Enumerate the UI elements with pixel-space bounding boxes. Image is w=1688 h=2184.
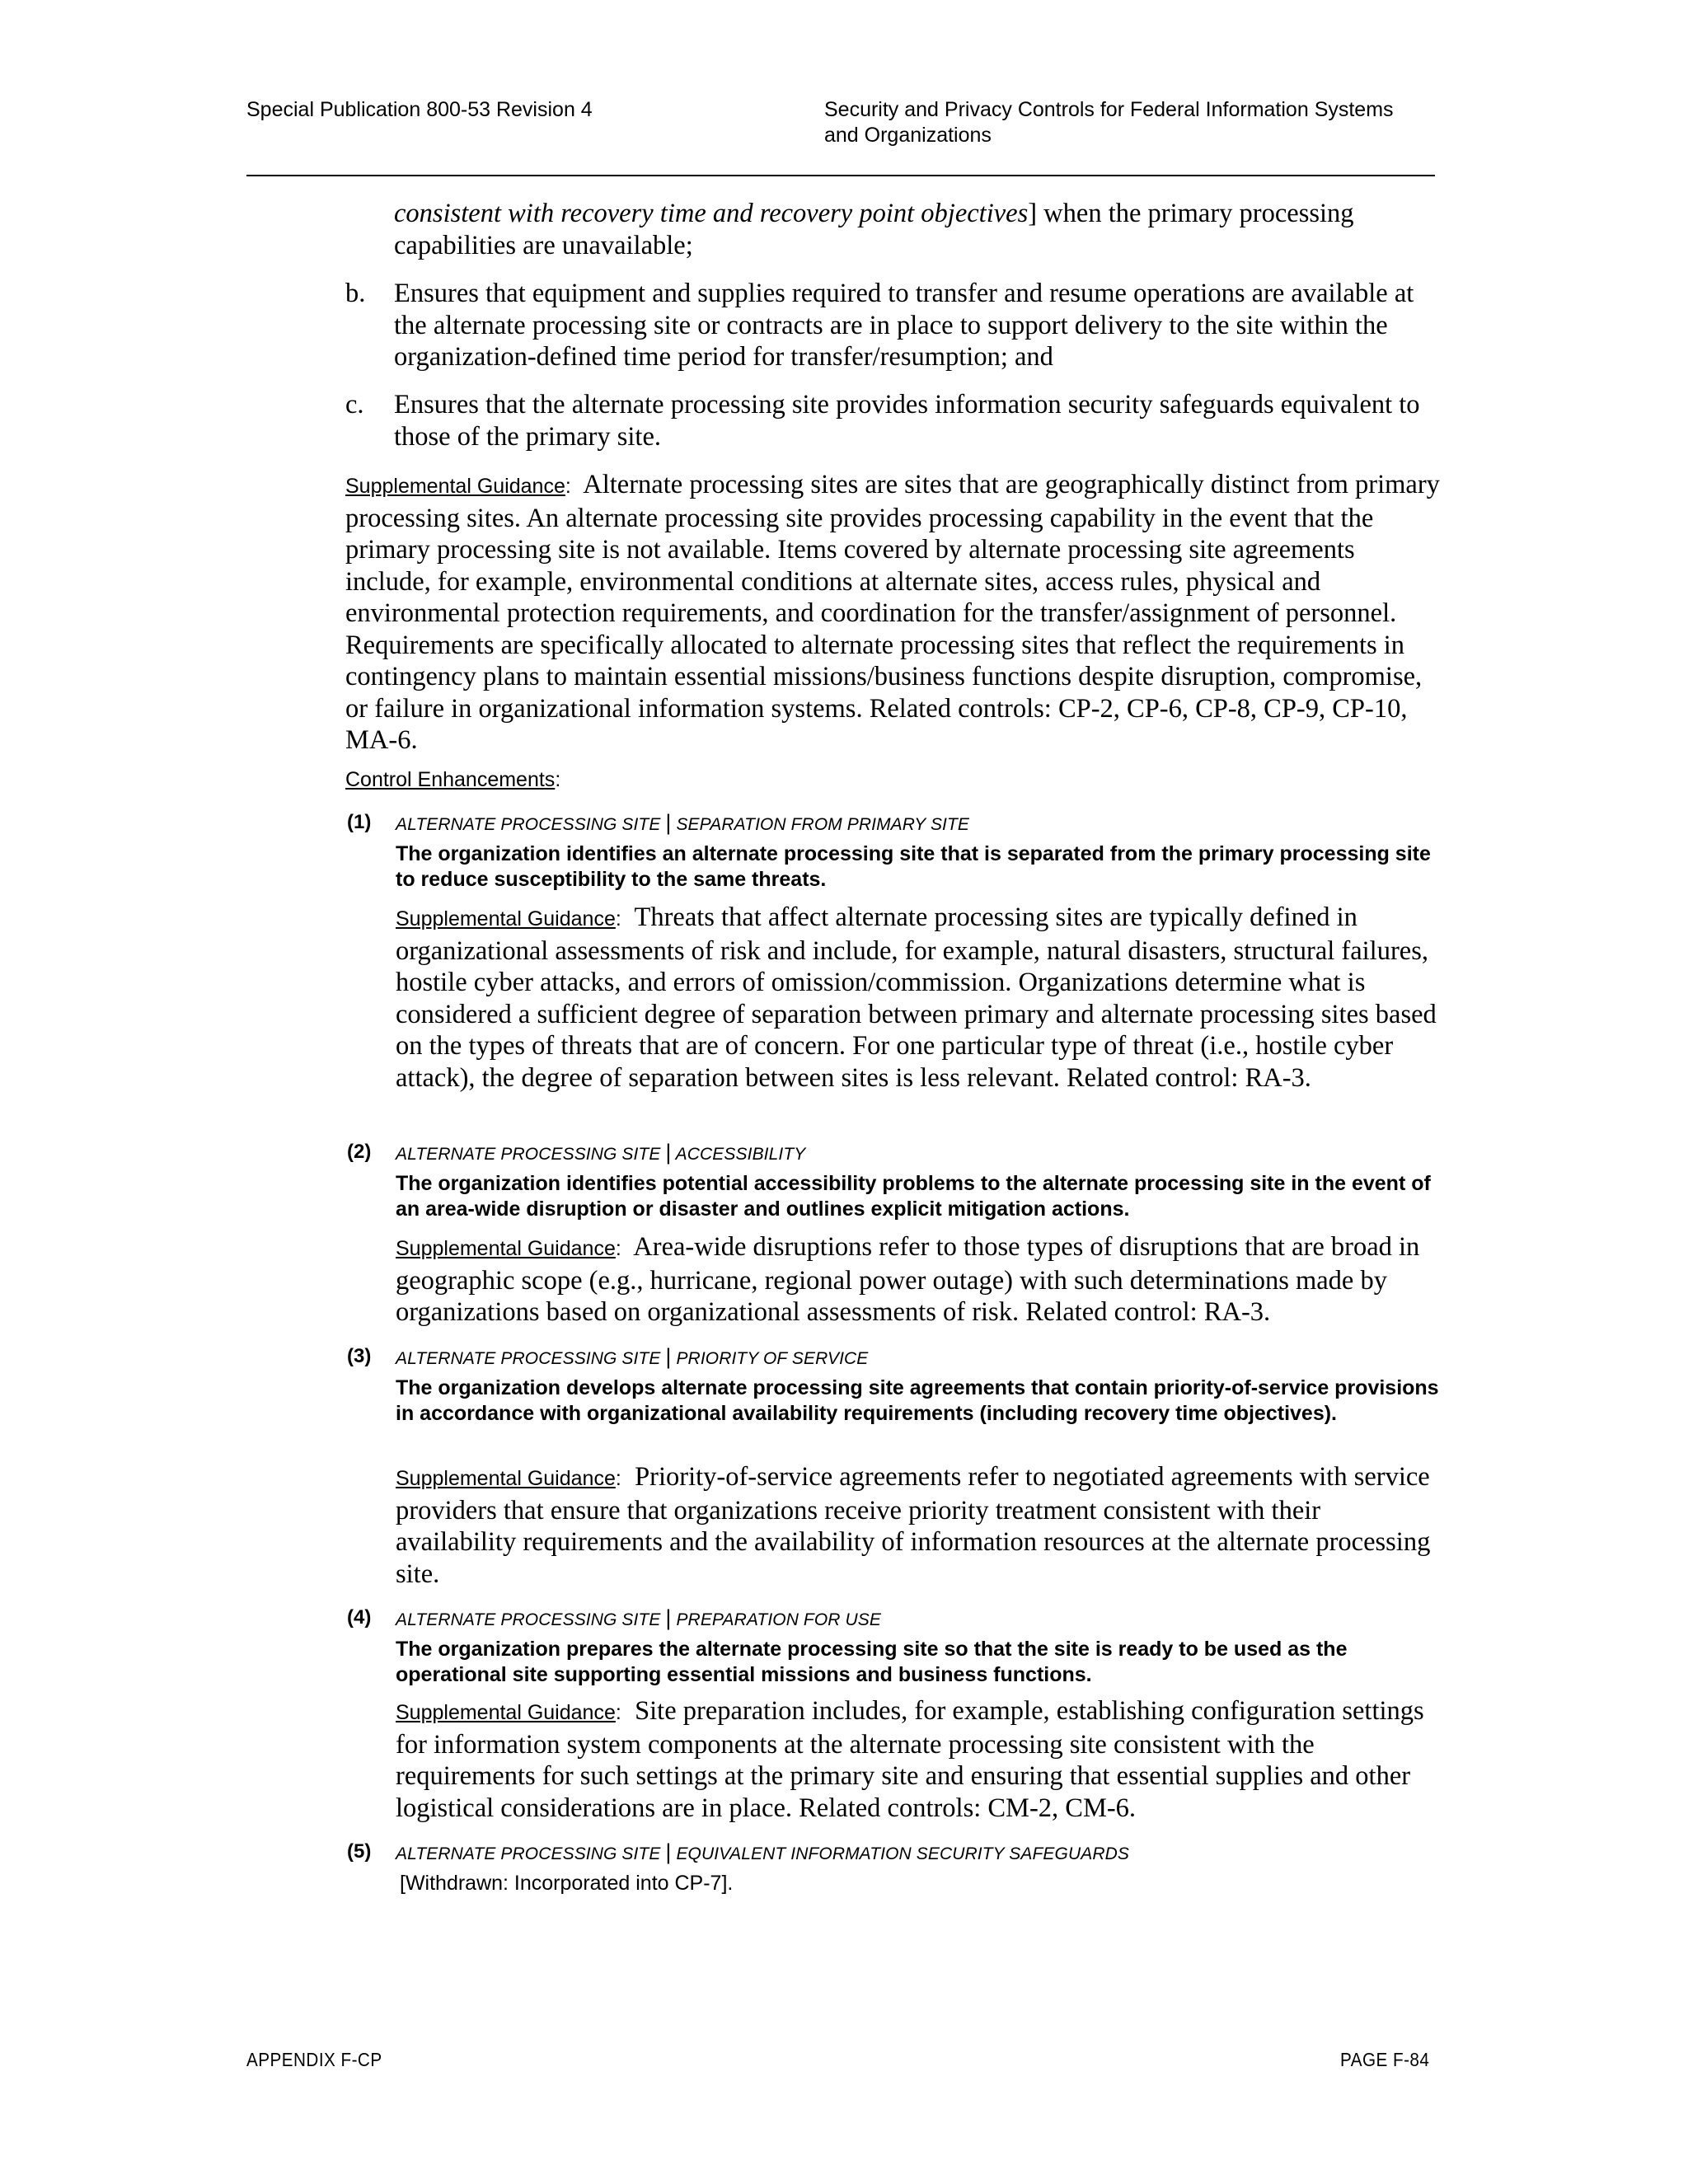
header-divider — [246, 175, 1435, 176]
enhancement-5-heading-separator: | — [665, 1840, 672, 1864]
enhancement-3-guidance-colon: : — [615, 1467, 621, 1490]
enhancement-3-heading — [396, 1344, 868, 1371]
enhancement-4-heading-title: PREPARATION FOR USE — [676, 1610, 881, 1629]
enhancement-2-number: (2) — [347, 1141, 372, 1163]
enhancement-1-heading-separator: | — [665, 810, 672, 835]
enhancement-4-heading — [396, 1605, 881, 1633]
enhancement-4-guidance — [396, 1695, 1442, 1824]
item-a-continuation — [394, 198, 1442, 261]
item-c-text: Ensures that the alternate processing site provides information security safeguards equivalent to those of the primary site. — [394, 390, 1420, 452]
footer-page-number: PAGE F-84 — [1340, 2049, 1430, 2070]
control-enhancements-title — [345, 767, 560, 792]
footer-appendix: APPENDIX F-CP — [246, 2049, 382, 2070]
enhancement-3-statement: The organization develops alternate processing site agreements that contain priority-of-service provisions in accordance with organizational availability requirements (including recovery time objectives). — [396, 1376, 1439, 1425]
italic-parameter: consistent with recovery time and recovery point objectives — [394, 199, 1029, 228]
enhancement-3-heading-separator: | — [665, 1344, 672, 1369]
header-publication: Special Publication 800-53 Revision 4 — [246, 98, 593, 121]
supplemental-guidance — [345, 469, 1444, 757]
item-a-continuation-text: ] when the primary processing capabilities are unavailable; — [394, 199, 1354, 260]
enhancement-2-guidance-colon: : — [615, 1237, 621, 1260]
enhancement-1-heading-control: ALTERNATE PROCESSING SITE — [396, 815, 661, 834]
enhancement-5-number: (5) — [347, 1840, 372, 1863]
enhancement-4-guidance-text: Site preparation includes, for example, establishing configuration settings for information system components at the alternate processing site consistent with the requirements for such settings at the primary site and ensuring that essential supplies and other logistical considerations are in place. Related controls: CM-2, CM-6. — [396, 1696, 1424, 1823]
enhancement-4-heading-control: ALTERNATE PROCESSING SITE — [396, 1610, 661, 1629]
header-title — [824, 97, 1451, 148]
enhancement-3-number: (3) — [347, 1345, 372, 1367]
enhancement-4-statement: The organization prepares the alternate processing site so that the site is ready to be used as the operational site supporting essential missions and business functions. — [396, 1638, 1348, 1686]
supplemental-guidance-text: Alternate processing sites are sites that are geographically distinct from primary processing sites. An alternate processing site provides processing capability in the event that the primary processing site is not available. Items covered by alternate processing site agreements include, for example, environmental conditions at alternate sites, access rules, physical and environmental protection requirements, and coordination for the transfer/assignment of personnel. Requirements are specifically allocated to alternate processing sites that reflect the requirements in contingency plans to maintain essential missions/business functions despite disruption, compromise, or failure in organizational information systems. Related controls: CP-2, CP-6, CP-8, CP-9, CP-10, MA-6. — [345, 470, 1440, 755]
enhancement-1-guidance-colon: : — [615, 907, 621, 930]
enhancement-1-guidance — [396, 902, 1442, 1094]
header-title-line1: Security and Privacy Controls for Federal Information Systems — [824, 98, 1394, 121]
control-enhancements-label: Control Enhancements — [345, 768, 556, 791]
enhancement-1-heading — [396, 810, 969, 837]
enhancement-3-guidance-label: Supplemental Guidance — [396, 1467, 616, 1490]
control-enhancements-colon: : — [555, 768, 561, 791]
enhancement-1-heading-title: SEPARATION FROM PRIMARY SITE — [676, 815, 970, 834]
enhancement-4-heading-separator: | — [665, 1605, 672, 1630]
enhancement-2-heading-control: ALTERNATE PROCESSING SITE — [396, 1145, 661, 1164]
enhancement-2-heading — [396, 1140, 805, 1167]
enhancement-2-guidance — [396, 1231, 1442, 1329]
enhancement-5-heading-title: EQUIVALENT INFORMATION SECURITY SAFEGUARDS — [676, 1844, 1129, 1863]
enhancement-1-statement: The organization identifies an alternate processing site that is separated from the primary processing site to reduce susceptibility to the same threats. — [396, 842, 1431, 891]
enhancement-2-heading-title: ACCESSIBILITY — [675, 1145, 806, 1164]
item-b-text: Ensures that equipment and supplies required to transfer and resume operations are available at the alternate processing site or contracts are in place to support delivery to the site within the organization-defined time period for transfer/resumption; and — [394, 279, 1414, 372]
enhancement-3-heading-control: ALTERNATE PROCESSING SITE — [396, 1349, 661, 1368]
item-c-letter: c. — [345, 390, 364, 419]
enhancement-2-statement: The organization identifies potential accessibility problems to the alternate processing site in the event of an area-wide disruption or disaster and outlines explicit mitigation actions. — [396, 1172, 1431, 1221]
enhancement-5-heading-control: ALTERNATE PROCESSING SITE — [396, 1844, 661, 1863]
enhancement-5-heading — [396, 1840, 1129, 1867]
enhancement-4-guidance-label: Supplemental Guidance — [396, 1701, 616, 1724]
enhancement-5-withdrawn-note: [Withdrawn: Incorporated into CP-7]. — [400, 1872, 734, 1895]
enhancement-1-number: (1) — [347, 811, 372, 833]
enhancement-1-guidance-label: Supplemental Guidance — [396, 907, 616, 930]
supplemental-guidance-colon: : — [565, 475, 571, 498]
enhancement-2-guidance-text: Area-wide disruptions refer to those types of disruptions that are broad in geographic scope (e.g., hurricane, regional power outage) with such determinations made by organizations based on organizational assessments of risk. Related control: RA-3. — [396, 1232, 1420, 1327]
item-b-letter: b. — [345, 279, 366, 308]
supplemental-guidance-label: Supplemental Guidance — [345, 475, 565, 498]
enhancement-2-heading-separator: | — [665, 1140, 672, 1165]
enhancement-1-guidance-text: Threats that affect alternate processing sites are typically defined in organizational assessments of risk and include, for example, natural disasters, structural failures, hostile cyber attacks, and errors of omission/commission. Organizations determine what is considered a sufficient degree of separation between primary and alternate processing sites based on the types of threats that are of concern. For one particular type of threat (i.e., hostile cyber attack), the degree of separation between sites is less relevant. Related control: RA-3. — [396, 902, 1437, 1093]
enhancement-4-guidance-colon: : — [615, 1701, 621, 1724]
header-title-line2: and Organizations — [824, 124, 992, 147]
enhancement-2-guidance-label: Supplemental Guidance — [396, 1237, 616, 1260]
enhancement-3-guidance-text: Priority-of-service agreements refer to negotiated agreements with service providers that ensure that organizations receive priority treatment consistent with their availability requirements and the availability of information resources at the alternate processing site. — [396, 1462, 1431, 1589]
enhancement-4-number: (4) — [347, 1606, 372, 1629]
enhancement-3-heading-title: PRIORITY OF SERVICE — [676, 1349, 869, 1368]
enhancement-3-guidance — [396, 1461, 1442, 1590]
